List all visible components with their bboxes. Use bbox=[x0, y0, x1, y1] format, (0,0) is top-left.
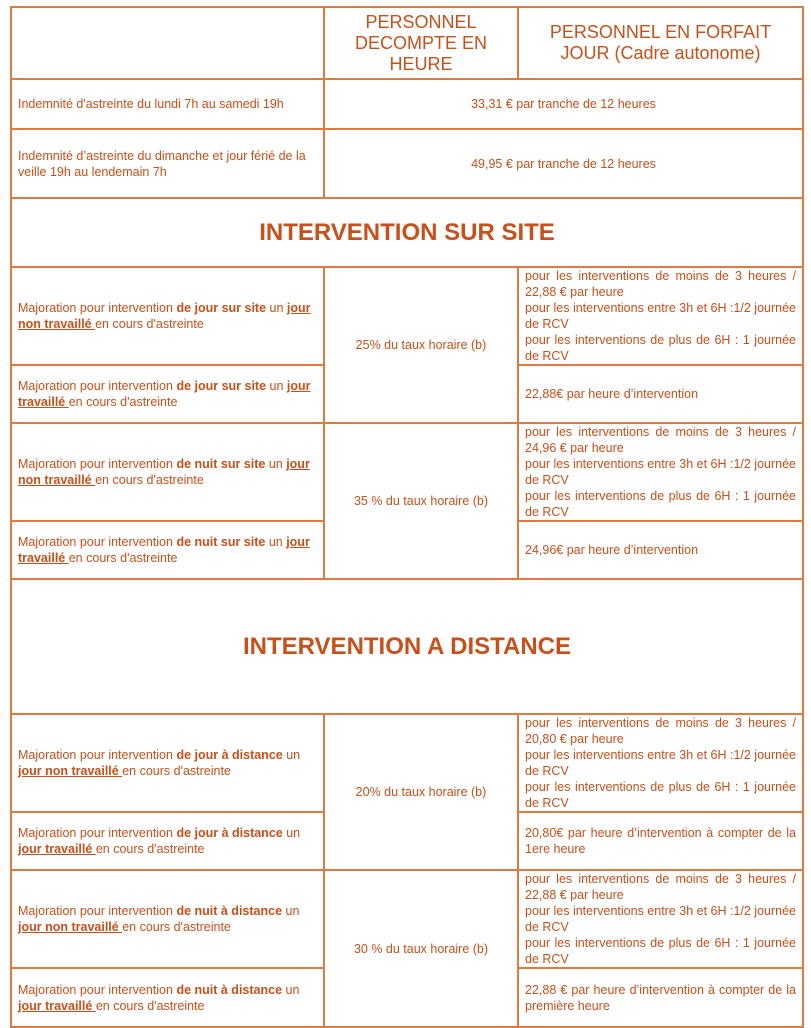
label-mid: un bbox=[266, 301, 287, 315]
label-bold: de jour à distance bbox=[176, 748, 283, 762]
forfait-line: pour les interventions de moins de 3 heures / 22,88 € par heure bbox=[525, 269, 796, 299]
majoration-label bbox=[11, 812, 324, 870]
remuneration-table-page bbox=[10, 6, 802, 1028]
rate-cell: 20% du taux horaire (b) bbox=[324, 714, 518, 870]
section-title: INTERVENTION SUR SITE bbox=[11, 198, 803, 267]
label-underline: jour travaillé bbox=[18, 842, 96, 856]
label-underline: jour travaillé bbox=[18, 998, 96, 1013]
label-underline: jour travaillé bbox=[18, 535, 310, 565]
label-prefix: Majoration pour intervention bbox=[18, 535, 177, 549]
label-suffix: en cours d'astreinte bbox=[122, 764, 231, 778]
astreinte-label: Indemnité d'astreinte du lundi 7h au samedi 19h bbox=[11, 79, 324, 129]
label-mid: un bbox=[282, 904, 300, 918]
label-bold: de nuit à distance bbox=[176, 904, 283, 918]
forfait-line: 22,88€ par heure d’intervention bbox=[525, 387, 699, 401]
label-bold: de nuit à distance bbox=[176, 982, 283, 997]
label-mid: un bbox=[282, 982, 300, 997]
majoration-label bbox=[11, 521, 324, 579]
label-bold: de jour sur site bbox=[176, 379, 267, 393]
label-suffix: en cours d'astreinte bbox=[95, 998, 205, 1013]
forfait-line: 20,80€ par heure d’intervention à compter de la 1ere heure bbox=[525, 826, 796, 856]
label-suffix: en cours d'astreinte bbox=[68, 395, 178, 409]
label-prefix: Majoration pour intervention bbox=[18, 826, 177, 840]
label-underline: jour non travaillé bbox=[18, 301, 311, 331]
forfait-cell bbox=[518, 521, 803, 579]
forfait-line: pour les interventions de plus de 6H : 1 journée de RCV bbox=[525, 780, 796, 810]
forfait-line: pour les interventions entre 3h et 6H :1/2 journée de RCV bbox=[525, 301, 797, 331]
majoration-label bbox=[11, 423, 324, 521]
label-suffix: en cours d'astreinte bbox=[95, 473, 204, 487]
forfait-cell bbox=[518, 812, 803, 870]
label-mid: un bbox=[282, 748, 301, 762]
forfait-line: pour les interventions de plus de 6H : 1 journée de RCV bbox=[525, 333, 796, 363]
astreinte-label: Indemnité d’astreinte du dimanche et jour férié de la veille 19h au lendemain 7h bbox=[11, 129, 324, 198]
label-prefix: Majoration pour intervention bbox=[18, 379, 177, 393]
label-suffix: en cours d'astreinte bbox=[122, 920, 231, 934]
forfait-cell bbox=[518, 870, 803, 968]
forfait-line: pour les interventions de plus de 6H : 1 journée de RCV bbox=[525, 936, 796, 966]
majoration-label bbox=[11, 870, 324, 968]
label-prefix: Majoration pour intervention bbox=[18, 457, 177, 471]
majoration-row bbox=[11, 423, 803, 521]
label-prefix: Majoration pour intervention bbox=[18, 748, 177, 762]
forfait-line: 22,88 € par heure d’intervention à compter de la première heure bbox=[525, 982, 796, 1013]
forfait-line: pour les interventions entre 3h et 6H :1/2 journée de RCV bbox=[525, 904, 797, 934]
label-bold: de nuit sur site bbox=[176, 535, 266, 549]
forfait-cell bbox=[518, 267, 803, 365]
astreinte-value: 49,95 € par tranche de 12 heures bbox=[324, 129, 803, 198]
section-title-row bbox=[11, 579, 803, 714]
forfait-cell bbox=[518, 968, 803, 1027]
label-bold: de jour à distance bbox=[176, 826, 283, 840]
forfait-line: pour les interventions de moins de 3 heures / 20,80 € par heure bbox=[525, 716, 796, 746]
label-underline: jour non travaillé bbox=[18, 764, 123, 778]
forfait-line: pour les interventions entre 3h et 6H :1/2 journée de RCV bbox=[525, 748, 797, 778]
label-underline: jour non travaillé bbox=[18, 457, 310, 487]
rate-cell: 30 % du taux horaire (b) bbox=[324, 870, 518, 1027]
label-suffix: en cours d'astreinte bbox=[95, 317, 204, 331]
label-underline: jour non travaillé bbox=[18, 920, 123, 934]
header-empty-cell bbox=[11, 7, 324, 79]
majoration-label bbox=[11, 267, 324, 365]
header-forfait: PERSONNEL EN FORFAIT JOUR (Cadre autonome) bbox=[518, 7, 803, 79]
label-mid: un bbox=[266, 379, 287, 393]
label-mid: un bbox=[282, 826, 301, 840]
forfait-line: pour les interventions de moins de 3 heures / 24,96 € par heure bbox=[525, 425, 796, 455]
label-prefix: Majoration pour intervention bbox=[18, 982, 177, 997]
label-underline: jour travaillé bbox=[18, 379, 311, 409]
astreinte-row bbox=[11, 79, 803, 129]
rate-cell: 35 % du taux horaire (b) bbox=[324, 423, 518, 579]
rate-cell: 25% du taux horaire (b) bbox=[324, 267, 518, 423]
section-title-row bbox=[11, 198, 803, 267]
forfait-line: pour les interventions de plus de 6H : 1 journée de RCV bbox=[525, 489, 796, 519]
majoration-label bbox=[11, 714, 324, 812]
forfait-line: 24,96€ par heure d’intervention bbox=[525, 543, 699, 557]
label-bold: de nuit sur site bbox=[176, 457, 266, 471]
astreinte-row bbox=[11, 129, 803, 198]
label-suffix: en cours d'astreinte bbox=[68, 551, 178, 565]
header-heure: PERSONNEL DECOMPTE EN HEURE bbox=[324, 7, 518, 79]
header-row bbox=[11, 7, 803, 79]
forfait-line: pour les interventions entre 3h et 6H :1/2 journée de RCV bbox=[525, 457, 797, 487]
label-mid: un bbox=[265, 457, 287, 471]
label-mid: un bbox=[265, 535, 287, 549]
forfait-cell bbox=[518, 365, 803, 423]
label-bold: de jour sur site bbox=[176, 301, 267, 315]
majoration-label bbox=[11, 365, 324, 423]
astreinte-table bbox=[10, 6, 804, 1028]
majoration-label bbox=[11, 968, 324, 1027]
label-prefix: Majoration pour intervention bbox=[18, 301, 177, 315]
majoration-row bbox=[11, 267, 803, 365]
forfait-cell bbox=[518, 714, 803, 812]
astreinte-value: 33,31 € par tranche de 12 heures bbox=[324, 79, 803, 129]
majoration-row bbox=[11, 714, 803, 812]
majoration-row bbox=[11, 870, 803, 968]
label-suffix: en cours d'astreinte bbox=[95, 842, 205, 856]
forfait-line: pour les interventions de moins de 3 heures / 22,88 € par heure bbox=[525, 872, 796, 902]
section-title: INTERVENTION A DISTANCE bbox=[11, 579, 803, 714]
forfait-cell bbox=[518, 423, 803, 521]
label-prefix: Majoration pour intervention bbox=[18, 904, 177, 918]
